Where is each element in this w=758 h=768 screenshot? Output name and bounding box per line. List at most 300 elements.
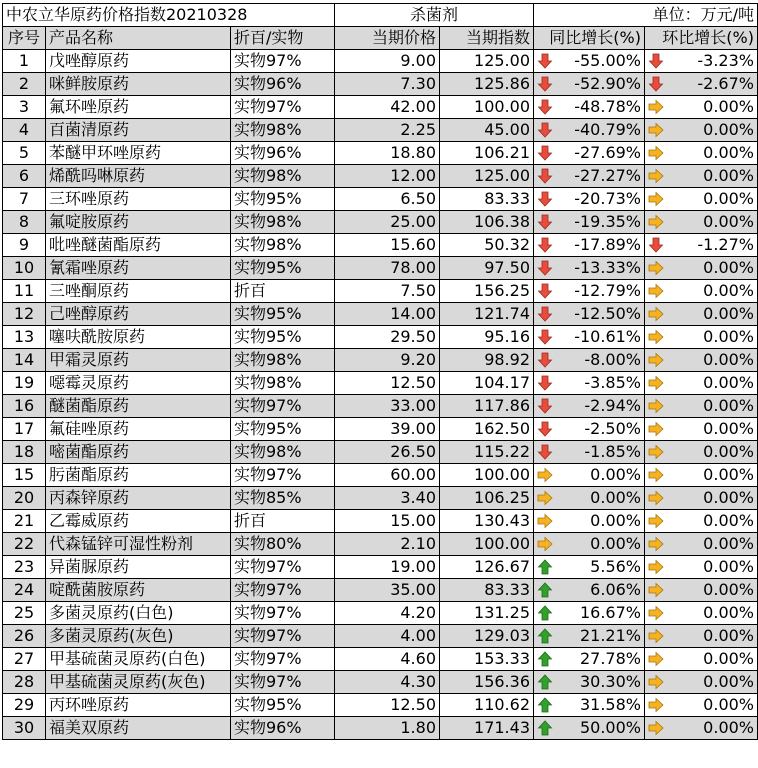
mom-change-cell [645,119,758,142]
mom-change-value: -2.67% [697,74,754,93]
current-index: 156.36 [440,671,534,694]
mom-change-value: 0.00% [703,419,754,438]
table-row [3,533,758,556]
yoy-change-value: -2.50% [584,419,641,438]
current-index: 125.86 [440,73,534,96]
row-number: 5 [3,142,46,165]
table-row [3,694,758,717]
mom-change-value: -1.27% [697,235,754,254]
current-price: 7.30 [335,73,440,96]
yoy-change-value: -17.89% [574,235,641,254]
table-row [3,165,758,188]
mom-change-cell [645,441,758,464]
current-index: 100.00 [440,96,534,119]
row-number: 6 [3,165,46,188]
current-price: 29.50 [335,326,440,349]
arrow-right-icon [648,582,664,598]
current-index: 162.50 [440,418,534,441]
product-name: 吡唑醚菌酯原药 [46,234,231,257]
table-row [3,372,758,395]
current-price: 2.25 [335,119,440,142]
mom-change-cell [645,188,758,211]
current-price: 9.20 [335,349,440,372]
current-index: 104.17 [440,372,534,395]
current-price: 4.60 [335,648,440,671]
mom-change-cell [645,50,758,73]
current-index: 100.00 [440,464,534,487]
current-price: 2.10 [335,533,440,556]
product-spec: 实物95% [231,303,335,326]
current-price: 12.50 [335,694,440,717]
arrow-right-icon [648,329,664,345]
product-spec: 实物97% [231,648,335,671]
yoy-change-value: 27.78% [579,649,641,668]
current-index: 117.86 [440,395,534,418]
table-row [3,648,758,671]
current-index: 106.38 [440,211,534,234]
arrow-right-icon [648,375,664,391]
current-index: 153.33 [440,648,534,671]
yoy-change-value: -2.94% [584,396,641,415]
product-spec: 实物98% [231,234,335,257]
mom-change-cell [645,326,758,349]
yoy-change-cell [534,280,645,303]
current-index: 95.16 [440,326,534,349]
current-price: 18.80 [335,142,440,165]
arrow-up-icon [537,582,553,598]
arrow-down-icon [537,191,553,207]
mom-change-cell [645,556,758,579]
current-price: 4.00 [335,625,440,648]
arrow-right-icon [648,651,664,667]
arrow-right-icon [648,214,664,230]
yoy-change-value: 21.21% [579,626,641,645]
product-name: 多菌灵原药(灰色) [46,625,231,648]
arrow-right-icon [648,490,664,506]
arrow-right-icon [648,283,664,299]
product-name: 代森锰锌可湿性粉剂 [46,533,231,556]
mom-change-value: 0.00% [703,511,754,530]
mom-change-cell [645,234,758,257]
table-row [3,671,758,694]
arrow-right-icon [648,444,664,460]
col-header-name: 产品名称 [46,27,231,50]
mom-change-cell [645,418,758,441]
current-index: 126.67 [440,556,534,579]
mom-change-value: 0.00% [703,465,754,484]
row-number: 1 [3,50,46,73]
current-price: 39.00 [335,418,440,441]
table-row [3,50,758,73]
product-spec: 实物80% [231,533,335,556]
product-name: 氟啶胺原药 [46,211,231,234]
mom-change-value: 0.00% [703,557,754,576]
product-spec: 实物96% [231,73,335,96]
arrow-right-icon [648,674,664,690]
mom-change-value: 0.00% [703,672,754,691]
product-name: 三环唑原药 [46,188,231,211]
yoy-change-cell [534,487,645,510]
row-number: 23 [3,556,46,579]
mom-change-cell [645,602,758,625]
yoy-change-cell [534,303,645,326]
product-name: 氟硅唑原药 [46,418,231,441]
table-row [3,441,758,464]
yoy-change-value: -27.27% [574,166,641,185]
current-price: 14.00 [335,303,440,326]
row-number: 14 [3,349,46,372]
mom-change-cell [645,96,758,119]
yoy-change-value: -27.69% [574,143,641,162]
mom-change-cell [645,73,758,96]
yoy-change-cell [534,556,645,579]
yoy-change-value: 0.00% [590,465,641,484]
yoy-change-value: 0.00% [590,511,641,530]
product-name: 多菌灵原药(白色) [46,602,231,625]
product-spec: 实物98% [231,119,335,142]
arrow-up-icon [537,651,553,667]
current-index: 115.22 [440,441,534,464]
yoy-change-value: -1.85% [584,442,641,461]
row-number: 10 [3,257,46,280]
mom-change-value: 0.00% [703,649,754,668]
mom-change-cell [645,694,758,717]
yoy-change-value: -12.50% [574,304,641,323]
current-price: 6.50 [335,188,440,211]
product-name: 咪鲜胺原药 [46,73,231,96]
yoy-change-value: 30.30% [579,672,641,691]
mom-change-cell [645,533,758,556]
yoy-change-value: 50.00% [579,718,641,737]
current-index: 106.25 [440,487,534,510]
current-index: 125.00 [440,50,534,73]
row-number: 26 [3,625,46,648]
mom-change-value: 0.00% [703,97,754,116]
product-name: 乙霉威原药 [46,510,231,533]
table-row [3,142,758,165]
table-row [3,717,758,740]
row-number: 18 [3,441,46,464]
product-spec: 实物98% [231,211,335,234]
product-name: 醚菌酯原药 [46,395,231,418]
arrow-up-icon [537,697,553,713]
arrow-right-icon [648,467,664,483]
mom-change-cell [645,372,758,395]
yoy-change-value: 6.06% [590,580,641,599]
current-index: 50.32 [440,234,534,257]
row-number: 3 [3,96,46,119]
arrow-right-icon [648,720,664,736]
mom-change-value: 0.00% [703,580,754,599]
product-spec: 实物97% [231,96,335,119]
row-number: 21 [3,510,46,533]
mom-change-value: 0.00% [703,718,754,737]
arrow-right-icon [648,559,664,575]
col-header-spec: 折百/实物 [231,27,335,50]
arrow-up-icon [537,559,553,575]
product-name: 甲霜灵原药 [46,349,231,372]
product-name: 啶酰菌胺原药 [46,579,231,602]
mom-change-cell [645,165,758,188]
current-price: 4.20 [335,602,440,625]
current-price: 3.40 [335,487,440,510]
row-number: 19 [3,372,46,395]
current-price: 19.00 [335,556,440,579]
arrow-down-icon [537,375,553,391]
mom-change-cell [645,303,758,326]
table-row [3,579,758,602]
product-name: 异菌脲原药 [46,556,231,579]
current-price: 25.00 [335,211,440,234]
row-number: 13 [3,326,46,349]
arrow-right-icon [537,490,553,506]
yoy-change-cell [534,50,645,73]
arrow-right-icon [537,513,553,529]
product-name: 丙环唑原药 [46,694,231,717]
yoy-change-value: -10.61% [574,327,641,346]
arrow-right-icon [648,191,664,207]
arrow-right-icon [648,513,664,529]
arrow-right-icon [537,536,553,552]
product-name: 甲基硫菌灵原药(灰色) [46,671,231,694]
yoy-change-value: -8.00% [584,350,641,369]
current-price: 26.50 [335,441,440,464]
arrow-down-icon [537,76,553,92]
table-row [3,119,758,142]
col-header-mom: 环比增长(%) [645,27,758,50]
arrow-down-icon [537,145,553,161]
mom-change-cell [645,625,758,648]
arrow-right-icon [648,122,664,138]
product-name: 戊唑醇原药 [46,50,231,73]
current-price: 35.00 [335,579,440,602]
arrow-down-icon [537,444,553,460]
yoy-change-cell [534,142,645,165]
product-name: 甲基硫菌灵原药(白色) [46,648,231,671]
yoy-change-cell [534,257,645,280]
yoy-change-cell [534,326,645,349]
mom-change-cell [645,257,758,280]
yoy-change-cell [534,625,645,648]
current-price: 12.50 [335,372,440,395]
arrow-down-icon [537,260,553,276]
arrow-right-icon [537,467,553,483]
title-row [3,4,758,27]
product-name: 苯醚甲环唑原药 [46,142,231,165]
current-price: 4.30 [335,671,440,694]
yoy-change-cell [534,349,645,372]
yoy-change-value: -3.85% [584,373,641,392]
arrow-down-icon [648,76,664,92]
arrow-down-icon [537,421,553,437]
arrow-right-icon [648,398,664,414]
current-price: 78.00 [335,257,440,280]
yoy-change-value: -48.78% [574,97,641,116]
mom-change-value: 0.00% [703,626,754,645]
yoy-change-value: 5.56% [590,557,641,576]
mom-change-value: 0.00% [703,258,754,277]
arrow-right-icon [648,306,664,322]
yoy-change-cell [534,648,645,671]
yoy-change-cell [534,602,645,625]
table-row [3,303,758,326]
mom-change-cell [645,671,758,694]
mom-change-cell [645,487,758,510]
table-row [3,625,758,648]
mom-change-value: 0.00% [703,120,754,139]
current-index: 125.00 [440,165,534,188]
row-number: 11 [3,280,46,303]
yoy-change-cell [534,96,645,119]
row-number: 29 [3,694,46,717]
product-spec: 折百 [231,280,335,303]
current-index: 129.03 [440,625,534,648]
row-number: 8 [3,211,46,234]
mom-change-cell [645,142,758,165]
arrow-up-icon [537,628,553,644]
product-spec: 实物85% [231,487,335,510]
product-spec: 实物96% [231,717,335,740]
table-row [3,349,758,372]
table-row [3,188,758,211]
yoy-change-value: -12.79% [574,281,641,300]
table-row [3,211,758,234]
row-number: 15 [3,464,46,487]
yoy-change-cell [534,395,645,418]
row-number: 24 [3,579,46,602]
product-spec: 实物97% [231,671,335,694]
current-index: 130.43 [440,510,534,533]
yoy-change-cell [534,464,645,487]
product-name: 丙森锌原药 [46,487,231,510]
row-number: 12 [3,303,46,326]
product-spec: 实物97% [231,556,335,579]
current-index: 45.00 [440,119,534,142]
product-name: 肟菌酯原药 [46,464,231,487]
table-row [3,73,758,96]
yoy-change-cell [534,211,645,234]
arrow-right-icon [648,605,664,621]
col-header-no: 序号 [3,27,46,50]
product-spec: 实物97% [231,602,335,625]
yoy-change-cell [534,119,645,142]
table-row [3,487,758,510]
product-spec: 实物97% [231,50,335,73]
yoy-change-cell [534,234,645,257]
column-header-row [3,27,758,50]
current-index: 83.33 [440,188,534,211]
current-price: 60.00 [335,464,440,487]
mom-change-value: 0.00% [703,603,754,622]
mom-change-value: 0.00% [703,373,754,392]
product-spec: 折百 [231,510,335,533]
product-name: 噻呋酰胺原药 [46,326,231,349]
arrow-right-icon [648,697,664,713]
row-number: 4 [3,119,46,142]
current-price: 15.00 [335,510,440,533]
yoy-change-cell [534,372,645,395]
yoy-change-value: -20.73% [574,189,641,208]
current-price: 1.80 [335,717,440,740]
current-price: 15.60 [335,234,440,257]
current-price: 12.00 [335,165,440,188]
yoy-change-value: 31.58% [579,695,641,714]
current-index: 110.62 [440,694,534,717]
yoy-change-value: 16.67% [579,603,641,622]
arrow-down-icon [537,53,553,69]
mom-change-value: 0.00% [703,442,754,461]
yoy-change-cell [534,533,645,556]
mom-change-value: 0.00% [703,281,754,300]
current-price: 9.00 [335,50,440,73]
table-row [3,395,758,418]
arrow-right-icon [648,628,664,644]
arrow-down-icon [537,398,553,414]
row-number: 9 [3,234,46,257]
row-number: 22 [3,533,46,556]
row-number: 17 [3,418,46,441]
yoy-change-value: -52.90% [574,74,641,93]
col-header-yoy: 同比增长(%) [534,27,645,50]
arrow-down-icon [648,53,664,69]
row-number: 7 [3,188,46,211]
table-row [3,510,758,533]
product-spec: 实物95% [231,418,335,441]
current-index: 131.25 [440,602,534,625]
product-name: 福美双原药 [46,717,231,740]
product-spec: 实物95% [231,257,335,280]
mom-change-value: 0.00% [703,166,754,185]
yoy-change-cell [534,418,645,441]
table-row [3,602,758,625]
arrow-up-icon [537,605,553,621]
product-name: 嘧菌酯原药 [46,441,231,464]
col-header-price: 当期价格 [335,27,440,50]
product-spec: 实物98% [231,349,335,372]
product-spec: 实物98% [231,441,335,464]
current-index: 106.21 [440,142,534,165]
product-spec: 实物95% [231,326,335,349]
table-row [3,257,758,280]
current-price: 42.00 [335,96,440,119]
table-row [3,280,758,303]
yoy-change-value: -13.33% [574,258,641,277]
product-spec: 实物97% [231,625,335,648]
yoy-change-value: 0.00% [590,488,641,507]
row-number: 2 [3,73,46,96]
product-name: 烯酰吗啉原药 [46,165,231,188]
yoy-change-value: -40.79% [574,120,641,139]
row-number: 27 [3,648,46,671]
mom-change-cell [645,648,758,671]
mom-change-cell [645,211,758,234]
table-row [3,418,758,441]
arrow-down-icon [537,306,553,322]
product-spec: 实物97% [231,464,335,487]
current-index: 156.25 [440,280,534,303]
table-row [3,556,758,579]
current-index: 83.33 [440,579,534,602]
arrow-down-icon [537,168,553,184]
arrow-down-icon [537,352,553,368]
yoy-change-cell [534,694,645,717]
row-number: 30 [3,717,46,740]
mom-change-value: 0.00% [703,189,754,208]
mom-change-cell [645,717,758,740]
current-price: 7.50 [335,280,440,303]
current-index: 98.92 [440,349,534,372]
product-name: 百菌清原药 [46,119,231,142]
